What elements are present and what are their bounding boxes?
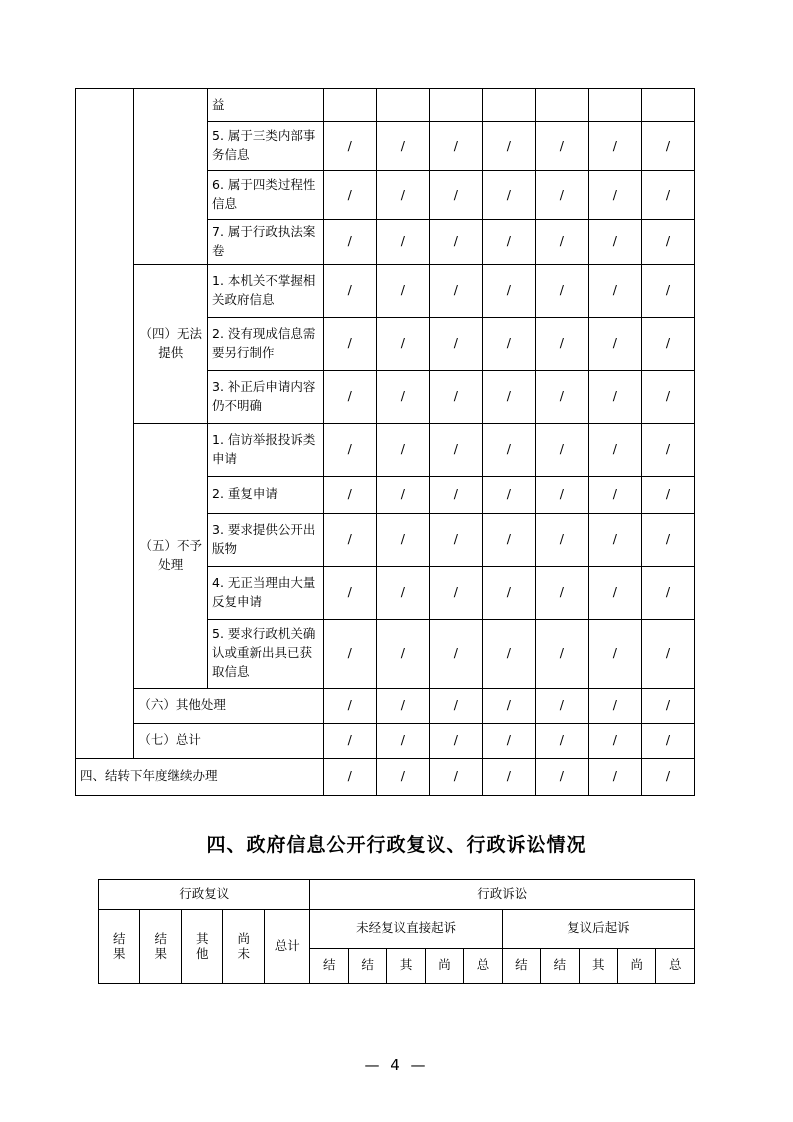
value-cell: /	[535, 619, 588, 688]
item-label: 2. 重复申请	[208, 476, 324, 513]
value-cell: /	[588, 423, 641, 476]
value-cell: /	[588, 723, 641, 758]
reconsideration-litigation-table	[98, 879, 695, 984]
value-cell: /	[323, 723, 376, 758]
value-cell: /	[323, 758, 376, 795]
value-cell: /	[588, 513, 641, 566]
value-cell: /	[376, 723, 429, 758]
outer-label-cell	[76, 89, 134, 759]
litigation-g1-col-5: 总	[464, 948, 502, 983]
recon-col-1-line1: 结	[112, 931, 126, 946]
value-cell: /	[588, 171, 641, 220]
value-cell: /	[588, 566, 641, 619]
value-cell: /	[482, 566, 535, 619]
recon-col-3-line1: 其	[195, 931, 209, 946]
value-cell: /	[429, 423, 482, 476]
value-cell: /	[429, 171, 482, 220]
item-label: 3. 补正后申请内容仍不明确	[208, 370, 324, 423]
value-cell: /	[641, 122, 694, 171]
value-cell: /	[323, 171, 376, 220]
value-cell: /	[429, 264, 482, 317]
item-label: 5. 要求行政机关确认或重新出具已获取信息	[208, 619, 324, 688]
table-row	[99, 909, 695, 948]
value-cell	[535, 89, 588, 122]
value-cell: /	[588, 619, 641, 688]
value-cell: /	[535, 220, 588, 265]
value-cell	[641, 89, 694, 122]
litigation-g2-col-2: 结	[541, 948, 579, 983]
value-cell: /	[588, 220, 641, 265]
table-row	[76, 688, 695, 723]
item-label: 益	[208, 89, 324, 122]
table-row	[99, 879, 695, 909]
value-cell: /	[376, 264, 429, 317]
value-cell: /	[641, 370, 694, 423]
value-cell: /	[482, 317, 535, 370]
value-cell: /	[535, 513, 588, 566]
value-cell: /	[323, 688, 376, 723]
recon-col-4	[223, 909, 264, 983]
value-cell: /	[376, 566, 429, 619]
page-number: — 4 —	[364, 1056, 429, 1074]
item-label: 1. 本机关不掌握相关政府信息	[208, 264, 324, 317]
value-cell: /	[482, 171, 535, 220]
value-cell: /	[535, 122, 588, 171]
value-cell: /	[429, 566, 482, 619]
litigation-g2-col-4: 尚	[617, 948, 655, 983]
value-cell: /	[323, 566, 376, 619]
value-cell: /	[376, 688, 429, 723]
item-label: 3. 要求提供公开出版物	[208, 513, 324, 566]
value-cell: /	[588, 476, 641, 513]
item-label: 5. 属于三类内部事务信息	[208, 122, 324, 171]
value-cell	[323, 89, 376, 122]
value-cell: /	[482, 758, 535, 795]
recon-col-1	[99, 909, 140, 983]
value-cell: /	[535, 423, 588, 476]
table-row	[76, 89, 695, 122]
statistics-table-continued	[75, 88, 695, 796]
item-label: 4. 无正当理由大量反复申请	[208, 566, 324, 619]
value-cell: /	[535, 723, 588, 758]
item-label: 7. 属于行政执法案卷	[208, 220, 324, 265]
value-cell: /	[641, 619, 694, 688]
recon-col-2-line1: 结	[154, 931, 167, 946]
value-cell: /	[588, 758, 641, 795]
value-cell: /	[641, 423, 694, 476]
value-cell: /	[482, 264, 535, 317]
value-cell: /	[482, 122, 535, 171]
value-cell: /	[429, 758, 482, 795]
value-cell	[429, 89, 482, 122]
litigation-g2-col-1: 结	[502, 948, 540, 983]
litigation-group-2-label: 复议后起诉	[502, 909, 694, 948]
value-cell: /	[376, 423, 429, 476]
value-cell: /	[535, 688, 588, 723]
litigation-g2-col-3: 其	[579, 948, 617, 983]
group-label-five	[134, 423, 208, 688]
value-cell: /	[588, 264, 641, 317]
table-row	[76, 264, 695, 317]
value-cell: /	[482, 723, 535, 758]
value-cell: /	[641, 317, 694, 370]
value-cell: /	[376, 758, 429, 795]
group-label-three	[134, 89, 208, 265]
group-label-seven: （七）总计	[134, 723, 323, 758]
value-cell: /	[482, 619, 535, 688]
table-row	[76, 423, 695, 476]
value-cell: /	[535, 370, 588, 423]
value-cell: /	[641, 476, 694, 513]
recon-col-1-line2: 果	[112, 946, 126, 961]
value-cell: /	[376, 171, 429, 220]
value-cell: /	[323, 220, 376, 265]
recon-col-2	[140, 909, 181, 983]
value-cell	[482, 89, 535, 122]
value-cell: /	[641, 566, 694, 619]
value-cell	[588, 89, 641, 122]
value-cell: /	[376, 619, 429, 688]
value-cell: /	[323, 317, 376, 370]
recon-total: 总计	[264, 909, 310, 983]
value-cell: /	[535, 566, 588, 619]
value-cell: /	[429, 122, 482, 171]
value-cell: /	[535, 171, 588, 220]
table-row	[76, 758, 695, 795]
value-cell: /	[482, 688, 535, 723]
value-cell: /	[482, 423, 535, 476]
value-cell: /	[535, 317, 588, 370]
group-label-four	[134, 264, 208, 423]
value-cell: /	[429, 220, 482, 265]
value-cell: /	[588, 370, 641, 423]
value-cell: /	[482, 220, 535, 265]
group-label-four-text: （四）无法提供	[139, 325, 202, 360]
litigation-group-1-label: 未经复议直接起诉	[310, 909, 502, 948]
item-label: 6. 属于四类过程性信息	[208, 171, 324, 220]
value-cell: /	[323, 423, 376, 476]
value-cell: /	[376, 370, 429, 423]
value-cell: /	[429, 476, 482, 513]
value-cell: /	[482, 476, 535, 513]
value-cell: /	[482, 513, 535, 566]
recon-col-3	[181, 909, 222, 983]
section-heading: 四、政府信息公开行政复议、行政诉讼情况	[206, 833, 587, 856]
value-cell: /	[323, 264, 376, 317]
value-cell: /	[482, 370, 535, 423]
group-label-five-text: （五）不予处理	[139, 537, 202, 572]
value-cell: /	[429, 317, 482, 370]
value-cell: /	[535, 264, 588, 317]
value-cell: /	[588, 122, 641, 171]
recon-col-3-line2: 他	[195, 946, 209, 961]
value-cell: /	[641, 171, 694, 220]
value-cell: /	[641, 758, 694, 795]
table-row	[76, 723, 695, 758]
value-cell: /	[535, 758, 588, 795]
value-cell: /	[376, 122, 429, 171]
header-reconsideration: 行政复议	[99, 879, 310, 909]
litigation-g1-col-1: 结	[310, 948, 348, 983]
value-cell	[376, 89, 429, 122]
litigation-g1-col-3: 其	[387, 948, 425, 983]
item-label: 2. 没有现成信息需要另行制作	[208, 317, 324, 370]
value-cell: /	[323, 370, 376, 423]
header-litigation: 行政诉讼	[310, 879, 695, 909]
value-cell: /	[429, 688, 482, 723]
litigation-g1-col-4: 尚	[425, 948, 463, 983]
group-label-six: （六）其他处理	[134, 688, 323, 723]
value-cell: /	[429, 619, 482, 688]
value-cell: /	[429, 723, 482, 758]
value-cell: /	[641, 220, 694, 265]
value-cell: /	[641, 513, 694, 566]
litigation-g1-col-2: 结	[348, 948, 386, 983]
recon-col-4-line2: 未	[237, 946, 250, 961]
value-cell: /	[323, 122, 376, 171]
value-cell: /	[641, 264, 694, 317]
row-label-four: 四、结转下年度继续办理	[76, 758, 324, 795]
recon-col-2-line2: 果	[154, 946, 167, 961]
value-cell: /	[641, 723, 694, 758]
value-cell: /	[323, 619, 376, 688]
value-cell: /	[376, 476, 429, 513]
recon-col-4-line1: 尚	[237, 931, 250, 946]
value-cell: /	[376, 317, 429, 370]
value-cell: /	[588, 317, 641, 370]
value-cell: /	[323, 476, 376, 513]
value-cell: /	[535, 476, 588, 513]
value-cell: /	[429, 513, 482, 566]
litigation-g2-col-5: 总	[656, 948, 695, 983]
value-cell: /	[588, 688, 641, 723]
value-cell: /	[323, 513, 376, 566]
value-cell: /	[429, 370, 482, 423]
item-label: 1. 信访举报投诉类申请	[208, 423, 324, 476]
value-cell: /	[376, 220, 429, 265]
value-cell: /	[641, 688, 694, 723]
value-cell: /	[376, 513, 429, 566]
